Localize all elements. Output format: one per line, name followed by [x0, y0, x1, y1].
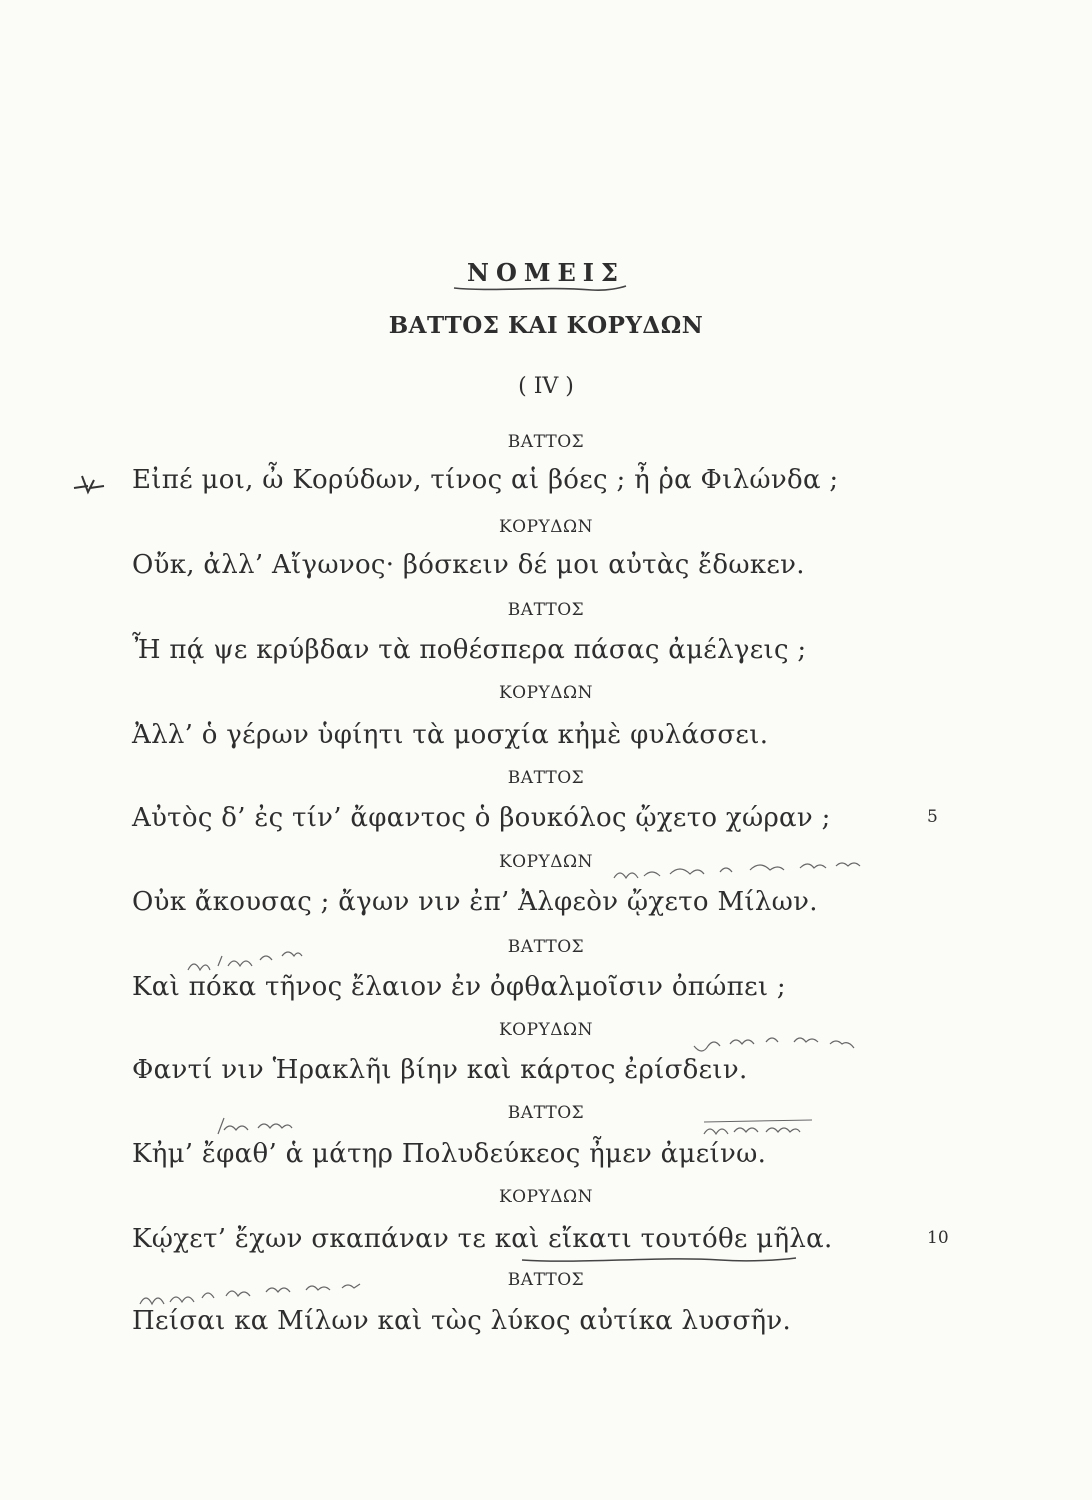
speaker-label: ΒΑΤΤΟΣ [507, 768, 585, 788]
handwritten-annotation [214, 1112, 304, 1138]
verse-line: Οὔκ, ἀλλ’ Αἴγωνος· βόσκειν δέ μοι αὐτὰς ἔδωκεν. [132, 550, 805, 580]
page-title: ΝΟΜΕΙΣ [467, 258, 625, 287]
verse-line: Κῴχετ’ ἔχων σκαπάναν τε καὶ εἴκατι τουτόθε μῆλα. [132, 1224, 833, 1254]
section-number: ( IV ) [518, 374, 574, 399]
line-number: 5 [927, 807, 938, 827]
title-underline [452, 282, 628, 296]
handwritten-annotation [690, 1028, 870, 1058]
speaker-label: ΚΟΡΥΔΩΝ [498, 852, 594, 872]
speaker-label: ΚΟΡΥΔΩΝ [498, 517, 594, 537]
speaker-label: ΚΟΡΥΔΩΝ [498, 1187, 594, 1207]
verse-line: Φαντί νιν Ἡρακλῆι βίην καὶ κάρτος ἐρίσδειν. [132, 1055, 748, 1085]
verse-line: Οὐκ ἄκουσας ; ἄγων νιν ἐπ’ Ἀλφεὸν ᾤχετο Μίλων. [132, 887, 818, 917]
speaker-label: ΒΑΤΤΟΣ [507, 1103, 585, 1123]
speaker-label: ΒΑΤΤΟΣ [507, 432, 585, 452]
verse-line: Αὐτὸς δ’ ἐς τίν’ ἄφαντος ὁ βουκόλος ᾤχετο χώραν ; [132, 803, 831, 833]
speaker-label: ΒΑΤΤΟΣ [507, 600, 585, 620]
handwritten-annotation [610, 856, 880, 884]
verse-line: Καὶ πόκα τῆνος ἔλαιον ἐν ὀφθαλμοῖσιν ὀπώπει ; [132, 972, 786, 1002]
handwritten-annotation [136, 1280, 376, 1312]
handwritten-annotation [184, 944, 324, 974]
speaker-label: ΒΑΤΤΟΣ [507, 937, 585, 957]
handwritten-annotation [700, 1116, 820, 1140]
pencil-underline [520, 1254, 800, 1266]
verse-line: Ἀλλ’ ὁ γέρων ὑφίητι τὰ μοσχία κἠμὲ φυλάσσει. [132, 720, 769, 750]
line-number: 10 [927, 1228, 949, 1248]
speaker-label: ΚΟΡΥΔΩΝ [498, 683, 594, 703]
verse-line: Ἦ πᾴ ψε κρύβδαν τὰ ποθέσπερα πάσας ἀμέλγεις ; [132, 635, 807, 665]
verse-line: Κἠμ’ ἔφαθ’ ἁ μάτηρ Πολυδεύκεος ἦμεν ἀμείνω. [132, 1139, 767, 1169]
speaker-label: ΚΟΡΥΔΩΝ [498, 1020, 594, 1040]
verse-line: Εἰπέ μοι, ὦ Κορύδων, τίνος αἱ βόες ; ἦ ῥα Φιλώνδα ; [132, 465, 839, 495]
margin-mark-icon [70, 470, 110, 496]
verse-line: Πείσαι κα Μίλων καὶ τὼς λύκος αὐτίκα λυσσῆν. [132, 1306, 792, 1336]
section-subtitle: ΒΑΤΤΟΣ ΚΑΙ ΚΟΡΥΔΩΝ [388, 312, 704, 339]
speaker-label: ΒΑΤΤΟΣ [507, 1270, 585, 1290]
